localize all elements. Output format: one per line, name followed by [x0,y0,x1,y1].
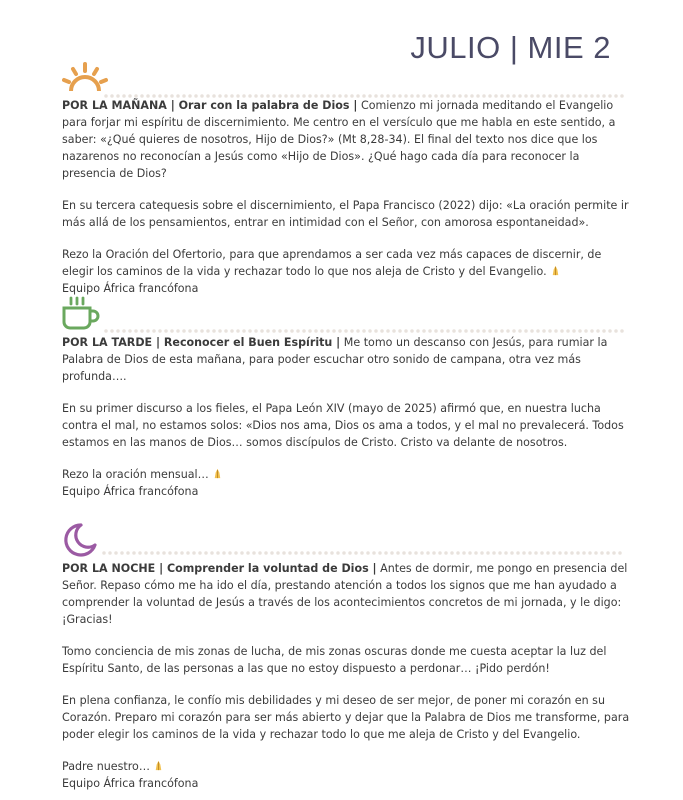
afternoon-paragraph-2: En su primer discurso a los fieles, el Papa León XIV (mayo de 2025) afirmó que, en nuestra lucha contra el mal, no estamos solos: «Dios nos ama, Dios os ama a todos, y el mal no prevalecerá. Todos estamos en las manos de Dios… somos discípulos de Cristo. Cristo va delante de nosotros. [62,402,624,449]
night-text [62,560,630,792]
afternoon-text [62,334,630,500]
morning-paragraph-3: Rezo la Oración del Ofertorio, para que aprendamos a ser cada vez más capaces de discernir, de elegir los caminos de la vida y rechazar todo lo que nos aleja de Cristo y del Evangelio. [62,248,602,278]
afternoon-heading: POR LA TARDE | Reconocer el Buen Espíritu | [62,336,341,349]
dotted-divider [104,329,630,333]
night-paragraph-1: Antes de dormir, me pongo en presencia del Señor. Repaso cómo me ha ido el día, prestando atención a todos los signos que me han ayudado a comprender la voluntad de Jesús a través de los acontecimientos concretos de mi jornada, y le digo: ¡Gracias! [62,562,628,626]
night-paragraph-3: En plena confianza, le confío mis debilidades y mi deseo de ser mejor, de poner mi corazón en su Corazón. Preparo mi corazón para ser más abierto y dejar que la Palabra de Dios me transforme, para poder elegir los caminos de la vida y rechazar todo lo que me aleja de Cristo y del Evangelio. [62,694,630,741]
sunrise-icon [62,62,108,94]
page-title: JULIO | MIE 2 [410,30,611,65]
night-paragraph-2: Tomo conciencia de mis zonas de lucha, de mis zonas oscuras donde me cuesta aceptar la luz del Espíritu Santo, de las personas a las que no estoy dispuesto a perdonar… ¡Pido perdón! [62,645,607,675]
morning-text [62,97,630,297]
night-heading: POR LA NOCHE | Comprender la voluntad de Dios | [62,562,377,575]
praying-hands-icon [212,468,223,479]
morning-heading: POR LA MAÑANA | Orar con la palabra de Dios | [62,99,358,112]
dotted-divider [102,551,628,555]
morning-paragraph-1: Comienzo mi jornada meditando el Evangelio para forjar mi espíritu de discernimiento. Me centro en el versículo que me habla en este sentido, a saber: «¿Qué quieres de nosotros, Hijo de Dios?» (Mt 8,28-34). El final del texto nos dice que los nazarenos no reconocían a Jesús como «Hijo de Dios». ¿Qué hago cada día para reconocer la presencia de Dios? [62,99,616,180]
night-signature: Equipo África francófona [62,777,199,790]
afternoon-paragraph-1: Me tomo un descanso con Jesús, para rumiar la Palabra de Dios de esta mañana, para poder escuchar otro sonido de campana, otra vez más profunda…. [62,336,608,383]
praying-hands-icon [153,760,164,771]
afternoon-signature: Equipo África francófona [62,485,199,498]
praying-hands-icon [550,265,561,276]
coffee-cup-icon [62,296,102,334]
moon-icon [62,522,98,558]
morning-paragraph-2: En su tercera catequesis sobre el discernimiento, el Papa Francisco (2022) dijo: «La oración permite ir más allá de los pensamientos, entrar en intimidad con el Señor, con amorosa espontaneidad». [62,199,629,229]
morning-signature: Equipo África francófona [62,282,199,295]
night-paragraph-4: Padre nuestro… [62,760,150,773]
afternoon-paragraph-3: Rezo la oración mensual… [62,468,209,481]
